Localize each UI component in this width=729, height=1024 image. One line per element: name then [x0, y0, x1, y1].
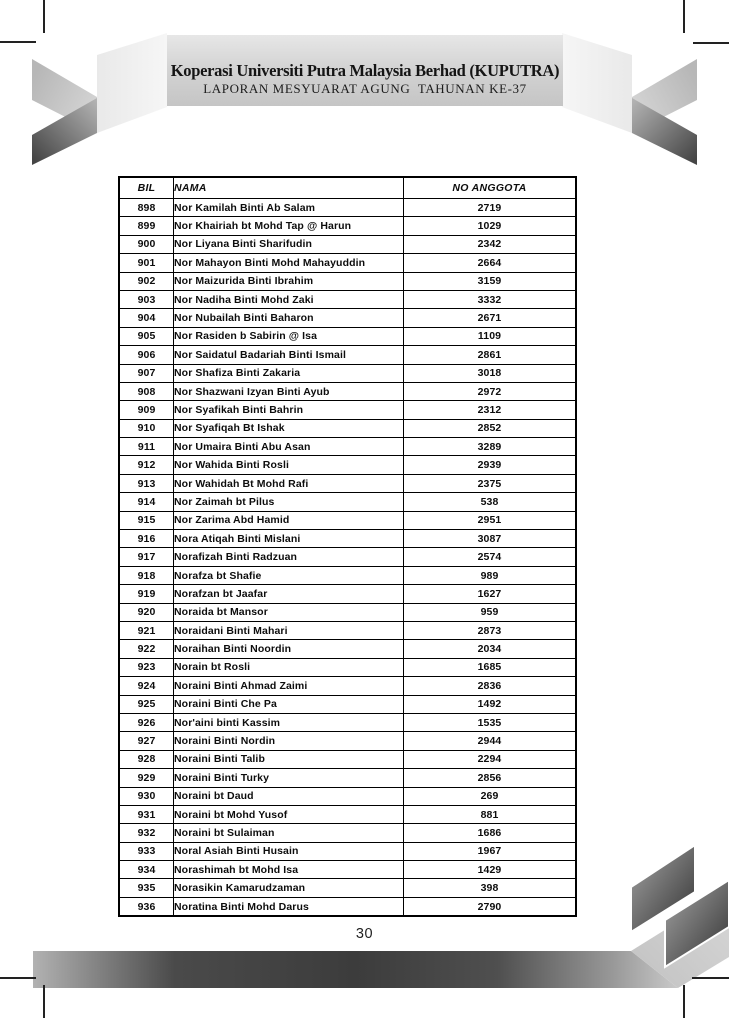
member-bil: 909	[119, 401, 174, 419]
member-bil: 919	[119, 585, 174, 603]
table-row	[119, 548, 576, 566]
member-no-anggota: 3332	[404, 290, 577, 308]
member-no-anggota: 1492	[404, 695, 577, 713]
member-name: Norashimah bt Mohd Isa	[174, 861, 404, 879]
table-row	[119, 769, 576, 787]
table-row	[119, 290, 576, 308]
member-bil: 906	[119, 346, 174, 364]
member-bil: 913	[119, 474, 174, 492]
member-bil: 918	[119, 566, 174, 584]
table-row	[119, 695, 576, 713]
member-table-head	[119, 177, 576, 199]
table-row	[119, 640, 576, 658]
table-row	[119, 309, 576, 327]
member-name: Nor Shazwani Izyan Binti Ayub	[174, 382, 404, 400]
member-bil: 908	[119, 382, 174, 400]
table-row	[119, 566, 576, 584]
table-row	[119, 272, 576, 290]
member-name: Norafizah Binti Radzuan	[174, 548, 404, 566]
header-ribbon-right	[562, 33, 632, 133]
table-row	[119, 511, 576, 529]
member-bil: 911	[119, 438, 174, 456]
member-bil: 930	[119, 787, 174, 805]
member-no-anggota: 2574	[404, 548, 577, 566]
member-name: Noraini Binti Turky	[174, 769, 404, 787]
member-no-anggota: 3159	[404, 272, 577, 290]
member-bil: 905	[119, 327, 174, 345]
member-bil: 920	[119, 603, 174, 621]
member-bil: 912	[119, 456, 174, 474]
member-no-anggota: 3289	[404, 438, 577, 456]
member-no-anggota: 2664	[404, 254, 577, 272]
member-name: Noraida bt Mansor	[174, 603, 404, 621]
header-ribbon-left	[97, 33, 167, 133]
report-subtitle: LAPORAN MESYUARAT AGUNG TAHUNAN KE-37	[203, 81, 527, 96]
table-row	[119, 346, 576, 364]
member-no-anggota: 2671	[404, 309, 577, 327]
member-no-anggota: 2856	[404, 769, 577, 787]
header-row	[119, 177, 576, 199]
table-row	[119, 401, 576, 419]
member-no-anggota: 1627	[404, 585, 577, 603]
table-row	[119, 621, 576, 639]
member-name: Nor Shafiza Binti Zakaria	[174, 364, 404, 382]
page-number: 30	[355, 926, 374, 942]
member-no-anggota: 2312	[404, 401, 577, 419]
member-bil: 903	[119, 290, 174, 308]
member-name: Nor Nadiha Binti Mohd Zaki	[174, 290, 404, 308]
member-no-anggota: 2861	[404, 346, 577, 364]
member-bil: 900	[119, 235, 174, 253]
member-name: Norafza bt Shafie	[174, 566, 404, 584]
member-name: Nor Rasiden b Sabirin @ Isa	[174, 327, 404, 345]
table-row	[119, 897, 576, 916]
table-row	[119, 456, 576, 474]
member-no-anggota: 2944	[404, 732, 577, 750]
member-bil: 915	[119, 511, 174, 529]
table-row	[119, 419, 576, 437]
table-row	[119, 364, 576, 382]
member-name: Nor Khairiah bt Mohd Tap @ Harun	[174, 217, 404, 235]
member-no-anggota: 538	[404, 493, 577, 511]
member-name: Noraini bt Mohd Yusof	[174, 805, 404, 823]
member-name: Nor Wahidah Bt Mohd Rafi	[174, 474, 404, 492]
member-name: Nor Kamilah Binti Ab Salam	[174, 199, 404, 217]
table-row	[119, 199, 576, 217]
member-name: Norasikin Kamarudzaman	[174, 879, 404, 897]
table-row	[119, 603, 576, 621]
table-row	[119, 474, 576, 492]
member-name: Noraini Binti Nordin	[174, 732, 404, 750]
member-name: Noral Asiah Binti Husain	[174, 842, 404, 860]
table-row	[119, 879, 576, 897]
table-row	[119, 658, 576, 676]
member-bil: 901	[119, 254, 174, 272]
member-no-anggota: 3087	[404, 530, 577, 548]
member-name: Nor Wahida Binti Rosli	[174, 456, 404, 474]
member-no-anggota: 2939	[404, 456, 577, 474]
member-bil: 923	[119, 658, 174, 676]
member-name: Nor Nubailah Binti Baharon	[174, 309, 404, 327]
table-row	[119, 327, 576, 345]
member-no-anggota: 1535	[404, 713, 577, 731]
member-no-anggota: 1686	[404, 824, 577, 842]
member-name: Nor Zarima Abd Hamid	[174, 511, 404, 529]
member-name: Nor Umaira Binti Abu Asan	[174, 438, 404, 456]
member-no-anggota: 269	[404, 787, 577, 805]
org-title: Koperasi Universiti Putra Malaysia Berhad (KUPUTRA)	[170, 61, 560, 80]
member-no-anggota: 989	[404, 566, 577, 584]
member-no-anggota: 1685	[404, 658, 577, 676]
member-name: Noraini bt Daud	[174, 787, 404, 805]
member-name: Nor Maizurida Binti Ibrahim	[174, 272, 404, 290]
member-no-anggota: 959	[404, 603, 577, 621]
member-bil: 931	[119, 805, 174, 823]
member-no-anggota: 881	[404, 805, 577, 823]
member-bil: 926	[119, 713, 174, 731]
member-bil: 907	[119, 364, 174, 382]
member-no-anggota: 2836	[404, 677, 577, 695]
member-bil: 927	[119, 732, 174, 750]
member-no-anggota: 2342	[404, 235, 577, 253]
member-name: Nor Syafikah Binti Bahrin	[174, 401, 404, 419]
table-row	[119, 585, 576, 603]
table-row	[119, 677, 576, 695]
member-name: Noraihan Binti Noordin	[174, 640, 404, 658]
table-row	[119, 861, 576, 879]
member-no-anggota: 1429	[404, 861, 577, 879]
member-bil: 935	[119, 879, 174, 897]
member-no-anggota: 2951	[404, 511, 577, 529]
table-row	[119, 493, 576, 511]
table-row	[119, 750, 576, 768]
table-row	[119, 438, 576, 456]
col-header-nama: NAMA	[174, 177, 404, 199]
member-bil: 898	[119, 199, 174, 217]
member-name: Nor Zaimah bt Pilus	[174, 493, 404, 511]
member-bil: 922	[119, 640, 174, 658]
member-bil: 934	[119, 861, 174, 879]
member-no-anggota: 2719	[404, 199, 577, 217]
col-header-bil: BIL	[119, 177, 174, 199]
table-row	[119, 842, 576, 860]
member-name: Noraini Binti Che Pa	[174, 695, 404, 713]
member-bil: 899	[119, 217, 174, 235]
member-bil: 904	[119, 309, 174, 327]
member-no-anggota: 2972	[404, 382, 577, 400]
table-row	[119, 824, 576, 842]
member-name: Noraidani Binti Mahari	[174, 621, 404, 639]
member-name: Nora Atiqah Binti Mislani	[174, 530, 404, 548]
member-name: Nor'aini binti Kassim	[174, 713, 404, 731]
member-bil: 902	[119, 272, 174, 290]
member-no-anggota: 2852	[404, 419, 577, 437]
member-bil: 933	[119, 842, 174, 860]
member-table	[118, 176, 577, 917]
table-row	[119, 382, 576, 400]
member-no-anggota: 1109	[404, 327, 577, 345]
table-row	[119, 217, 576, 235]
member-no-anggota: 1029	[404, 217, 577, 235]
table-row	[119, 530, 576, 548]
member-name: Norain bt Rosli	[174, 658, 404, 676]
member-bil: 928	[119, 750, 174, 768]
member-bil: 910	[119, 419, 174, 437]
table-row	[119, 732, 576, 750]
table-row	[119, 805, 576, 823]
member-no-anggota: 1967	[404, 842, 577, 860]
member-bil: 932	[119, 824, 174, 842]
member-name: Noraini bt Sulaiman	[174, 824, 404, 842]
table-row	[119, 787, 576, 805]
col-header-no-anggota: NO ANGGOTA	[404, 177, 577, 199]
member-no-anggota: 2294	[404, 750, 577, 768]
table-row	[119, 254, 576, 272]
member-name: Noraini Binti Ahmad Zaimi	[174, 677, 404, 695]
header-banner	[167, 35, 563, 106]
member-bil: 916	[119, 530, 174, 548]
member-name: Nor Liyana Binti Sharifudin	[174, 235, 404, 253]
member-bil: 914	[119, 493, 174, 511]
member-name: Norafzan bt Jaafar	[174, 585, 404, 603]
table-row	[119, 713, 576, 731]
member-no-anggota: 2790	[404, 897, 577, 916]
member-bil: 921	[119, 621, 174, 639]
member-name: Nor Saidatul Badariah Binti Ismail	[174, 346, 404, 364]
member-bil: 917	[119, 548, 174, 566]
member-bil: 924	[119, 677, 174, 695]
bottom-bar	[33, 951, 678, 988]
member-no-anggota: 2375	[404, 474, 577, 492]
member-table-body	[119, 199, 576, 917]
member-bil: 929	[119, 769, 174, 787]
member-bil: 936	[119, 897, 174, 916]
member-no-anggota: 398	[404, 879, 577, 897]
table-row	[119, 235, 576, 253]
member-name: Nor Syafiqah Bt Ishak	[174, 419, 404, 437]
member-no-anggota: 2873	[404, 621, 577, 639]
member-no-anggota: 3018	[404, 364, 577, 382]
member-name: Noratina Binti Mohd Darus	[174, 897, 404, 916]
member-name: Nor Mahayon Binti Mohd Mahayuddin	[174, 254, 404, 272]
member-no-anggota: 2034	[404, 640, 577, 658]
member-name: Noraini Binti Talib	[174, 750, 404, 768]
member-bil: 925	[119, 695, 174, 713]
